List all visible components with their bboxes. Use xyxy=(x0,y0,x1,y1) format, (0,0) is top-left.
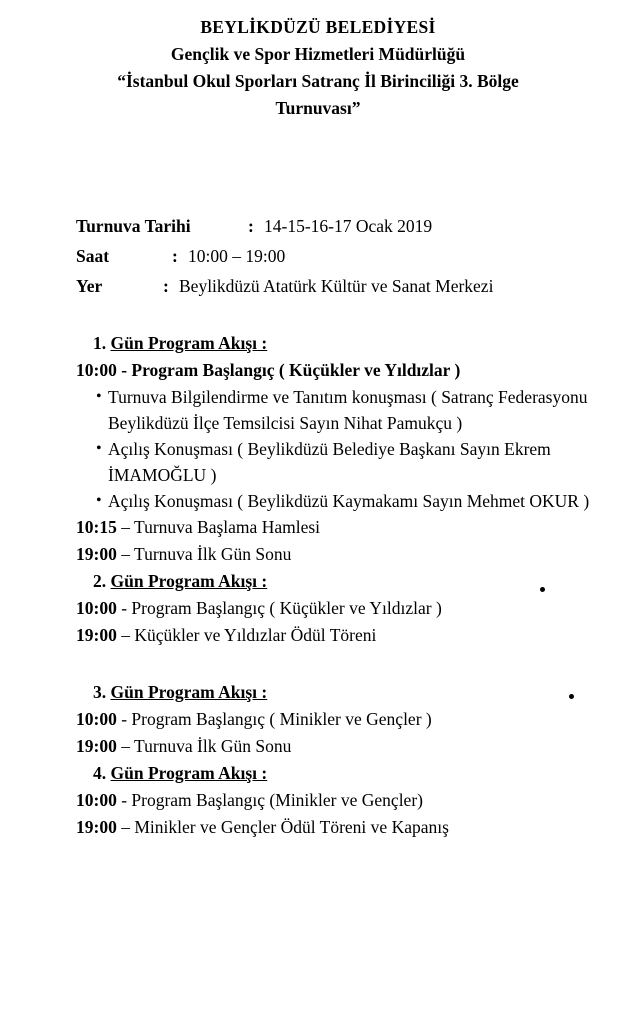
stray-bullet-artifact-1 xyxy=(540,587,545,592)
day-heading xyxy=(76,679,616,706)
schedule-description: – Turnuva Başlama Hamlesi xyxy=(116,517,321,537)
day-block xyxy=(76,330,616,568)
schedule-time: 19:00 xyxy=(76,625,117,645)
place-label: Yer xyxy=(76,276,103,296)
schedule-description: - Program Başlangıç ( Minikler ve Gençler ) xyxy=(116,709,432,729)
department-title: Gençlik ve Spor Hizmetleri Müdürlüğü xyxy=(170,44,466,64)
event-title-line-1: “İstanbul Okul Sporları Satranç İl Birinciliği 3. Bölge xyxy=(117,71,519,91)
schedule-time-line xyxy=(76,814,616,841)
day-block xyxy=(76,679,616,760)
day-heading xyxy=(76,568,616,595)
schedule-time-line xyxy=(76,706,616,733)
schedule-time: 10:15 xyxy=(76,517,117,537)
day-number: 2. xyxy=(93,571,107,591)
schedule-time-line xyxy=(76,357,616,384)
event-title xyxy=(83,68,553,122)
schedule-description: - Program Başlangıç ( Küçükler ve Yıldızlar ) xyxy=(116,598,442,618)
day-number: 3. xyxy=(93,682,107,702)
day-heading xyxy=(76,760,616,787)
day-number: 4. xyxy=(93,763,107,783)
info-row-date xyxy=(76,211,596,241)
schedule-description: – Küçükler ve Yıldızlar Ödül Töreni xyxy=(116,625,377,645)
schedule-description: – Turnuva İlk Gün Sonu xyxy=(116,544,292,564)
day-number: 1. xyxy=(93,333,107,353)
bullet-item: • Turnuva Bilgilendirme ve Tanıtım konuşması ( Satranç Federasyonu Beylikdüzü İlçe Temsilcisi Sayın Nihat Pamukçu ) xyxy=(76,384,616,436)
time-value: 10:00 – 19:00 xyxy=(188,246,286,266)
schedule-time: 19:00 xyxy=(76,817,117,837)
schedule-description: - Program Başlangıç (Minikler ve Gençler) xyxy=(116,790,423,810)
day-block xyxy=(76,760,616,841)
schedule-description: - Program Başlangıç ( Küçükler ve Yıldızlar ) xyxy=(116,360,461,380)
place-value: Beylikdüzü Atatürk Kültür ve Sanat Merkezi xyxy=(179,276,494,296)
schedule-description: – Turnuva İlk Gün Sonu xyxy=(116,736,292,756)
schedule-time: 10:00 xyxy=(76,598,117,618)
bullet-item: • Açılış Konuşması ( Beylikdüzü Kaymakamı Sayın Mehmet OKUR ) xyxy=(76,488,616,514)
day-heading-label: Gün Program Akışı : xyxy=(110,571,268,591)
stray-bullet-artifact-2 xyxy=(569,694,574,699)
time-colon: : xyxy=(172,246,178,266)
schedule-time-line xyxy=(76,787,616,814)
day-heading-label: Gün Program Akışı : xyxy=(110,333,268,353)
place-colon: : xyxy=(163,276,169,296)
event-info-block xyxy=(76,211,596,301)
schedule-time-line xyxy=(76,622,616,649)
schedule-time-line xyxy=(76,514,616,541)
info-row-time xyxy=(76,241,596,271)
date-value: 14-15-16-17 Ocak 2019 xyxy=(264,216,433,236)
schedule-time: 10:00 xyxy=(76,790,117,810)
date-colon: : xyxy=(248,216,254,236)
schedule-time: 19:00 xyxy=(76,544,117,564)
schedule-time-line xyxy=(76,595,616,622)
document-header xyxy=(0,14,636,122)
date-label: Turnuva Tarihi xyxy=(76,216,191,236)
program-schedule xyxy=(76,330,616,841)
schedule-time: 10:00 xyxy=(76,360,117,380)
schedule-time: 10:00 xyxy=(76,709,117,729)
info-row-place xyxy=(76,271,596,301)
event-title-line-2: Turnuvası” xyxy=(275,98,361,118)
bullet-item: • Açılış Konuşması ( Beylikdüzü Belediye Başkanı Sayın Ekrem İMAMOĞLU ) xyxy=(76,436,616,488)
bullet-list xyxy=(76,384,616,514)
schedule-description: – Minikler ve Gençler Ödül Töreni ve Kapanış xyxy=(116,817,449,837)
schedule-time-line xyxy=(76,733,616,760)
day-heading xyxy=(76,330,616,357)
day-heading-label: Gün Program Akışı : xyxy=(110,763,268,783)
time-label: Saat xyxy=(76,246,110,266)
day-block xyxy=(76,568,616,649)
schedule-time-line xyxy=(76,541,616,568)
organization-title: BEYLİKDÜZÜ BELEDİYESİ xyxy=(200,17,436,37)
day-heading-label: Gün Program Akışı : xyxy=(110,682,268,702)
schedule-time: 19:00 xyxy=(76,736,117,756)
